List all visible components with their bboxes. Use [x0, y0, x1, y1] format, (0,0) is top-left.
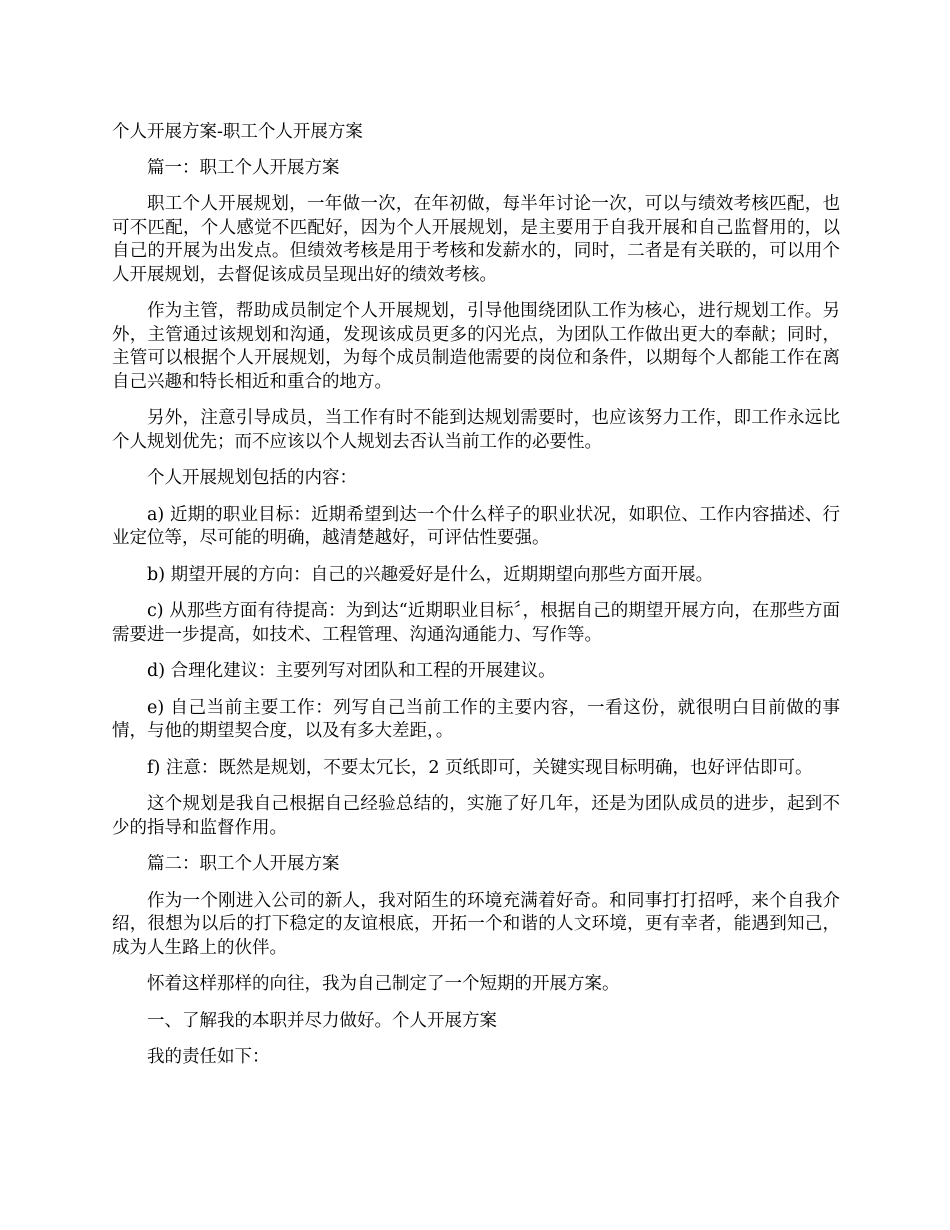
list-item-e: e) 自己当前主要工作：列写自己当前工作的主要内容，一看这份，就很明白目前做的事情，与他的期望契合度，以及有多大差距，。: [112, 697, 840, 741]
paragraph: 作为一个刚进入公司的新人，我对陌生的环境充满着好奇。和同事打打招呼，来个自我介绍，很想为以后的打下稳定的友谊根底，开拓一个和谐的人文环境，更有幸者，能遇到知己，成为人生路上的伙伴。: [112, 890, 840, 958]
paragraph: 作为主管，帮助成员制定个人开展规划，引导他围绕团队工作为核心，进行规划工作。另外，主管通过该规划和沟通，发现该成员更多的闪光点，为团队工作做出更大的奉献；同时，主管可以根据个人开展规划，为每个成员制造他需要的岗位和条件，以期每个人都能工作在离自己兴趣和特长相近和重合的地方。: [112, 301, 840, 392]
list-item-d: d) 合理化建议：主要列写对团队和工程的开展建议。: [147, 661, 556, 681]
paragraph: 怀着这样那样的向往，我为自己制定了一个短期的开展方案。: [147, 974, 620, 994]
paragraph: 我的责任如下：: [147, 1047, 270, 1067]
document-body: [112, 121, 840, 1082]
section-heading-part-one: 篇一：职工个人开展方案: [147, 157, 340, 178]
list-item-c: c) 从那些方面有待提高：为到达“近期职业目标〞，根据自己的期望开展方向，在那些方面需要进一步提高，如技术、工程管理、沟通沟通能力、写作等。: [112, 601, 840, 645]
numbered-heading: 一、了解我的本职并尽力做好。个人开展方案: [147, 1010, 497, 1031]
paragraph: 另外，注意引导成员，当工作有时不能到达规划需要时，也应该努力工作，即工作永远比个人规划优先；而不应该以个人规划去否认当前工作的必要性。: [112, 408, 840, 452]
list-item-b: b) 期望开展的方向：自己的兴趣爱好是什么，近期期望向那些方面开展。: [147, 564, 714, 585]
paragraph: 这个规划是我自己根据自己经验总结的，实施了好几年，还是为团队成员的进步，起到不少的指导和监督作用。: [112, 794, 840, 838]
list-item-f: f) 注意：既然是规划，不要太冗长，2 页纸即可，关键实现目标明确，也好评估即可。: [147, 757, 813, 778]
paragraph: 职工个人开展规划，一年做一次，在年初做，每半年讨论一次，可以与绩效考核匹配，也可不匹配，个人感觉不匹配好，因为个人开展规划，是主要用于自我开展和自己监督用的，以自己的开展为出发点。但绩效考核是用于考核和发薪水的，同时，二者是有关联的，可以用个人开展规划，去督促该成员呈现出好的绩效考核。: [112, 194, 840, 285]
paragraph: 个人开展规划包括的内容：: [147, 468, 357, 488]
list-item-a: a) 近期的职业目标：近期希望到达一个什么样子的职业状况，如职位、工作内容描述、行业定位等，尽可能的明确，越清楚越好，可评估性要强。: [112, 504, 840, 548]
document-title: 个人开展方案-职工个人开展方案: [112, 122, 363, 142]
section-heading-part-two: 篇二：职工个人开展方案: [147, 854, 340, 874]
